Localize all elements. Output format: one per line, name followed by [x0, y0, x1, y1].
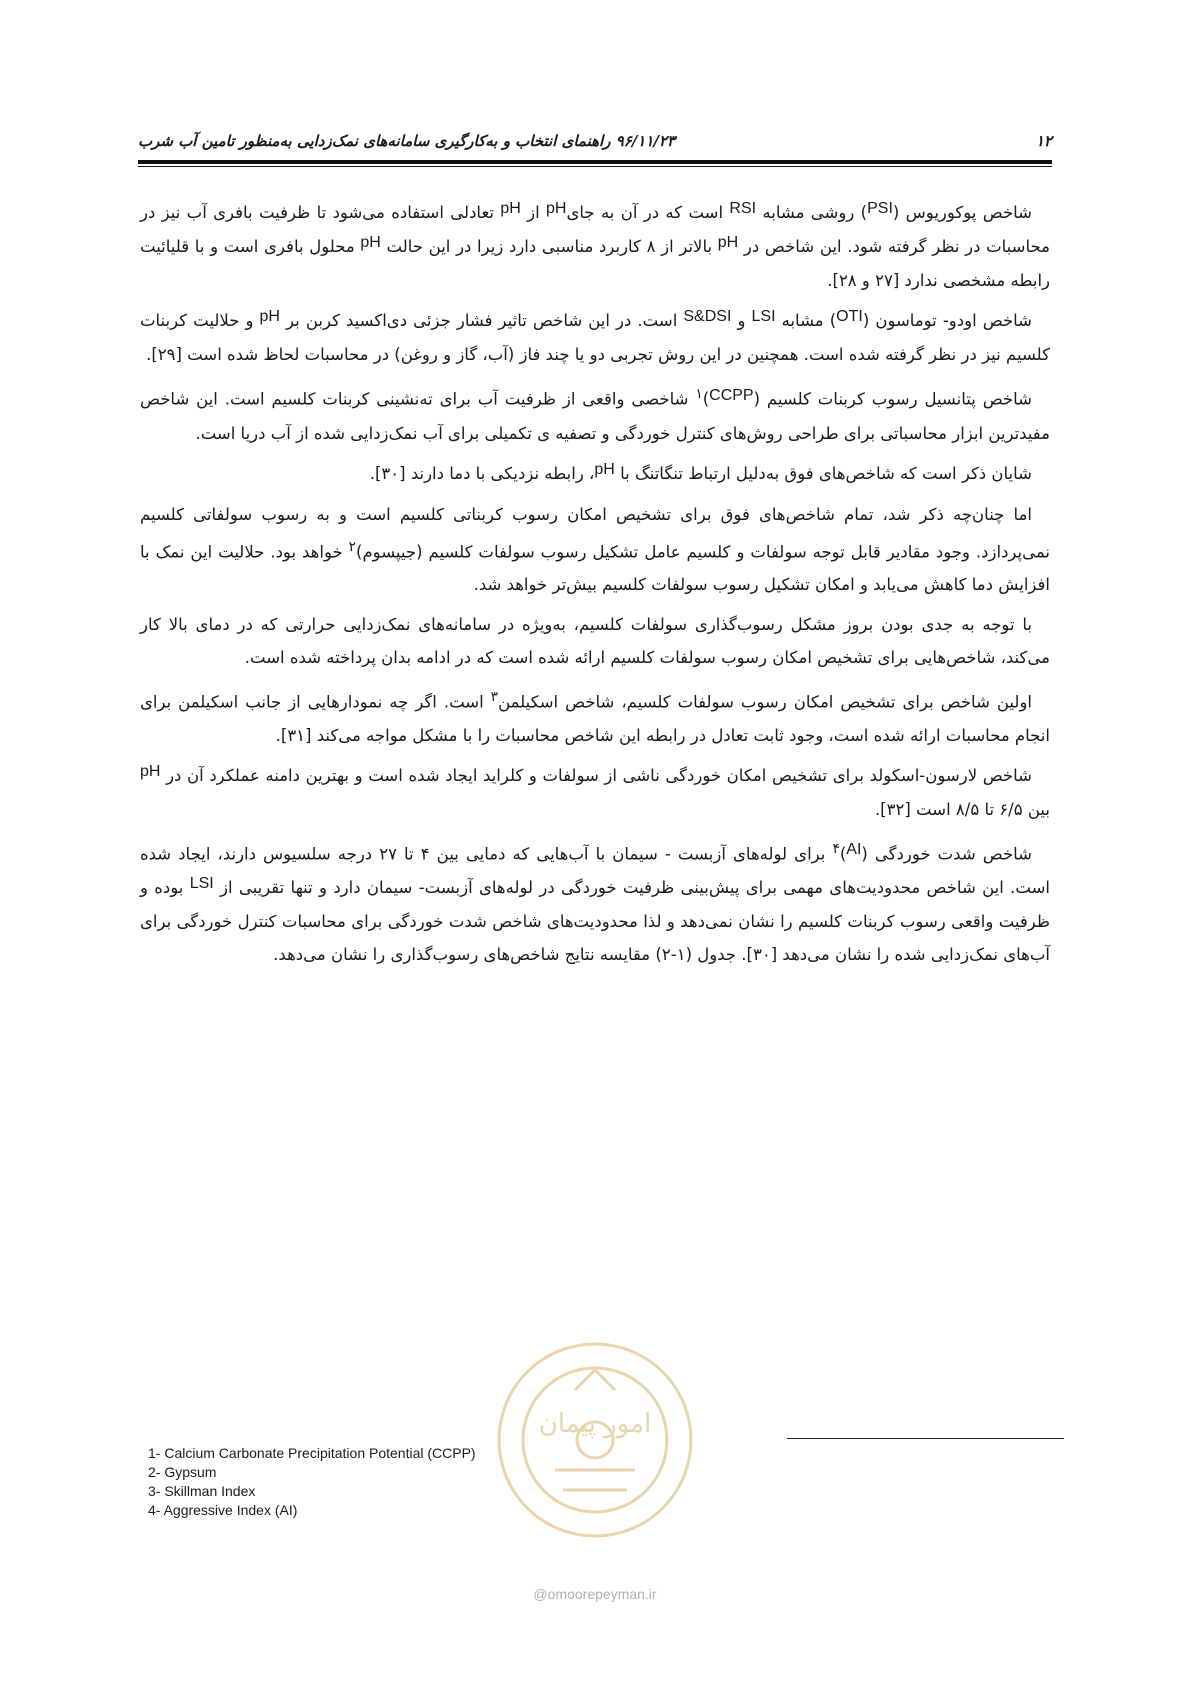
page-header [138, 126, 1052, 158]
footnote-2: 2- Gypsum [148, 1464, 217, 1480]
paragraph-psi: شاخص پوکوریوس (PSI) روشی مشابه RSI است که در آن به جایpH از pH تعادلی استفاده می‌شود تا ظرفیت بافری آب نیز در محاسبات در نظر گرفته شود. این شاخص در pH بالاتر از ۸ کاربرد مناسبی دارد زیرا در این حالت pH محلول بافری است و با قلیائیت رابطه مشخصی ندارد [۲۷ و ۲۸]. [140, 200, 1050, 290]
footnote-separator [787, 1438, 1064, 1439]
paragraph-ccpp: شاخص پتانسیل رسوب کربنات کلسیم (CCPP)$^۱$ شاخصی واقعی از ظرفیت آب برای ته‌نشینی کربنات کلسیم است. این شاخص مفیدترین ابزار محاسباتی برای طراحی روش‌های کنترل خوردگی و تصفیه ی تکمیلی برای آب نمک‌زدایی شده از آب دریا است. [140, 386, 1050, 443]
paragraph-skillman: اولین شاخص برای تشخیص امکان رسوب سولفات کلسیم، شاخص اسکیلمن$^۳$ است. اگر چه نمودارهایی از جانب اسکیلمن برای انجام محاسبات ارائه شده است، وجود ثابت تعادل در رابطه این شاخص محاسبات را با مشکل مواجه می‌کند [۳۱]. [140, 689, 1050, 745]
footnote-3: 3- Skillman Index [148, 1483, 256, 1499]
svg-text:امور پیمان: امور پیمان [538, 1409, 652, 1439]
footnote-ref-3: ۳ [490, 689, 499, 705]
header-rule-thin [138, 166, 1052, 167]
paragraph-gypsum: اما چنان‌چه ذکر شد، تمام شاخص‌های فوق برای تشخیص امکان رسوب کربناتی کلسیم است و به رسوب سولفاتی کلسیم نمی‌پردازد. وجود مقادیر قابل توجه سولفات و کلسیم عامل تشکیل رسوب سولفات کلسیم (جیپسوم)$^۲$ خواهد بود. حلالیت این نمک با افزایش دما کاهش می‌یابد و امکان تشکیل رسوب سولفات کلسیم بیش‌تر خواهد شد. [140, 504, 1050, 594]
header-title: ۹۶/۱۱/۲۳ راهنمای انتخاب و به‌کارگیری سامانه‌های نمک‌زدایی به‌منظور تامین آب شرب [138, 132, 675, 150]
footnote-ref-4: ۴ [832, 840, 840, 857]
paragraph-ph-relation: شایان ذکر است که شاخص‌های فوق به‌دلیل ارتباط تنگاتنگ با pH، رابطه نزدیکی با دما دارند [۳۰]. [369, 460, 1032, 483]
footnote-ref-2: ۲ [348, 538, 357, 555]
watermark-seal-icon [485, 1320, 705, 1560]
page-number: ۱۲ [1035, 132, 1052, 150]
body-text [140, 196, 1050, 978]
footnotes [148, 1444, 476, 1520]
footnote-ref-1: ۱ [695, 386, 703, 402]
paragraph-larson-skold: شاخص لارسون-اسکولد برای تشخیص امکان خوردگی ناشی از سولفات و کلراید ایجاد شده است و بهترین دامنه عملکرد آن در pH بین ۶/۵ تا ۸/۵ است [۳۲]. [140, 762, 1050, 819]
paragraph-oti: شاخص اودو- توماسون (OTI) مشابه LSI و S&DSI است. در این شاخص تاثیر فشار جزئی دی‌اکسید کربن بر pH و حلالیت کربنات کلسیم نیز در نظر گرفته شده است. همچنین در این روش تجربی دو یا چند فاز (آب، گاز و روغن) در محاسبات لحاظ شده است [۲۹]. [140, 308, 1050, 364]
watermark-url: @omoorepeyman.ir [533, 1586, 657, 1602]
footnote-4: 4- Aggressive Index (AI) [148, 1502, 298, 1518]
paragraph-aggressive-index: شاخص شدت خوردگی (AI)$^۴$ برای لوله‌های آزبست - سیمان با آب‌هایی که دمایی بین ۴ تا ۲۷ درجه سلسیوس دارند، ایجاد شده است. این شاخص محدودیت‌های مهمی برای پیش‌بینی ظرفیت خوردگی در لوله‌های آزبست- سیمان دارد و تنها تقریبی از LSI بوده و ظرفیت واقعی رسوب کربنات کلسیم را نشان نمی‌دهد و لذا محدودیت‌های شاخص شدت خوردگی برای محاسبات کنترل خوردگی برای آب‌های نمک‌زدایی شده را نشان می‌دهد [۳۰]. جدول (۱-۲) مقایسه نتایج شاخص‌های رسوب‌گذاری را نشان می‌دهد. [140, 840, 1050, 964]
paragraph-thermal: با توجه به جدی بودن بروز مشکل رسوب‌گذاری سولفات کلسیم، به‌ویژه در سامانه‌های نمک‌زدایی حرارتی که در دمای بالا کار می‌کند، شاخص‌هایی برای تشخیص امکان رسوب سولفات کلسیم ارائه شده است که در ادامه بدان پرداخته شده است. [140, 615, 1050, 667]
header-rule-thick [138, 160, 1052, 164]
footnote-1: 1- Calcium Carbonate Precipitation Potential (CCPP) [148, 1445, 476, 1461]
